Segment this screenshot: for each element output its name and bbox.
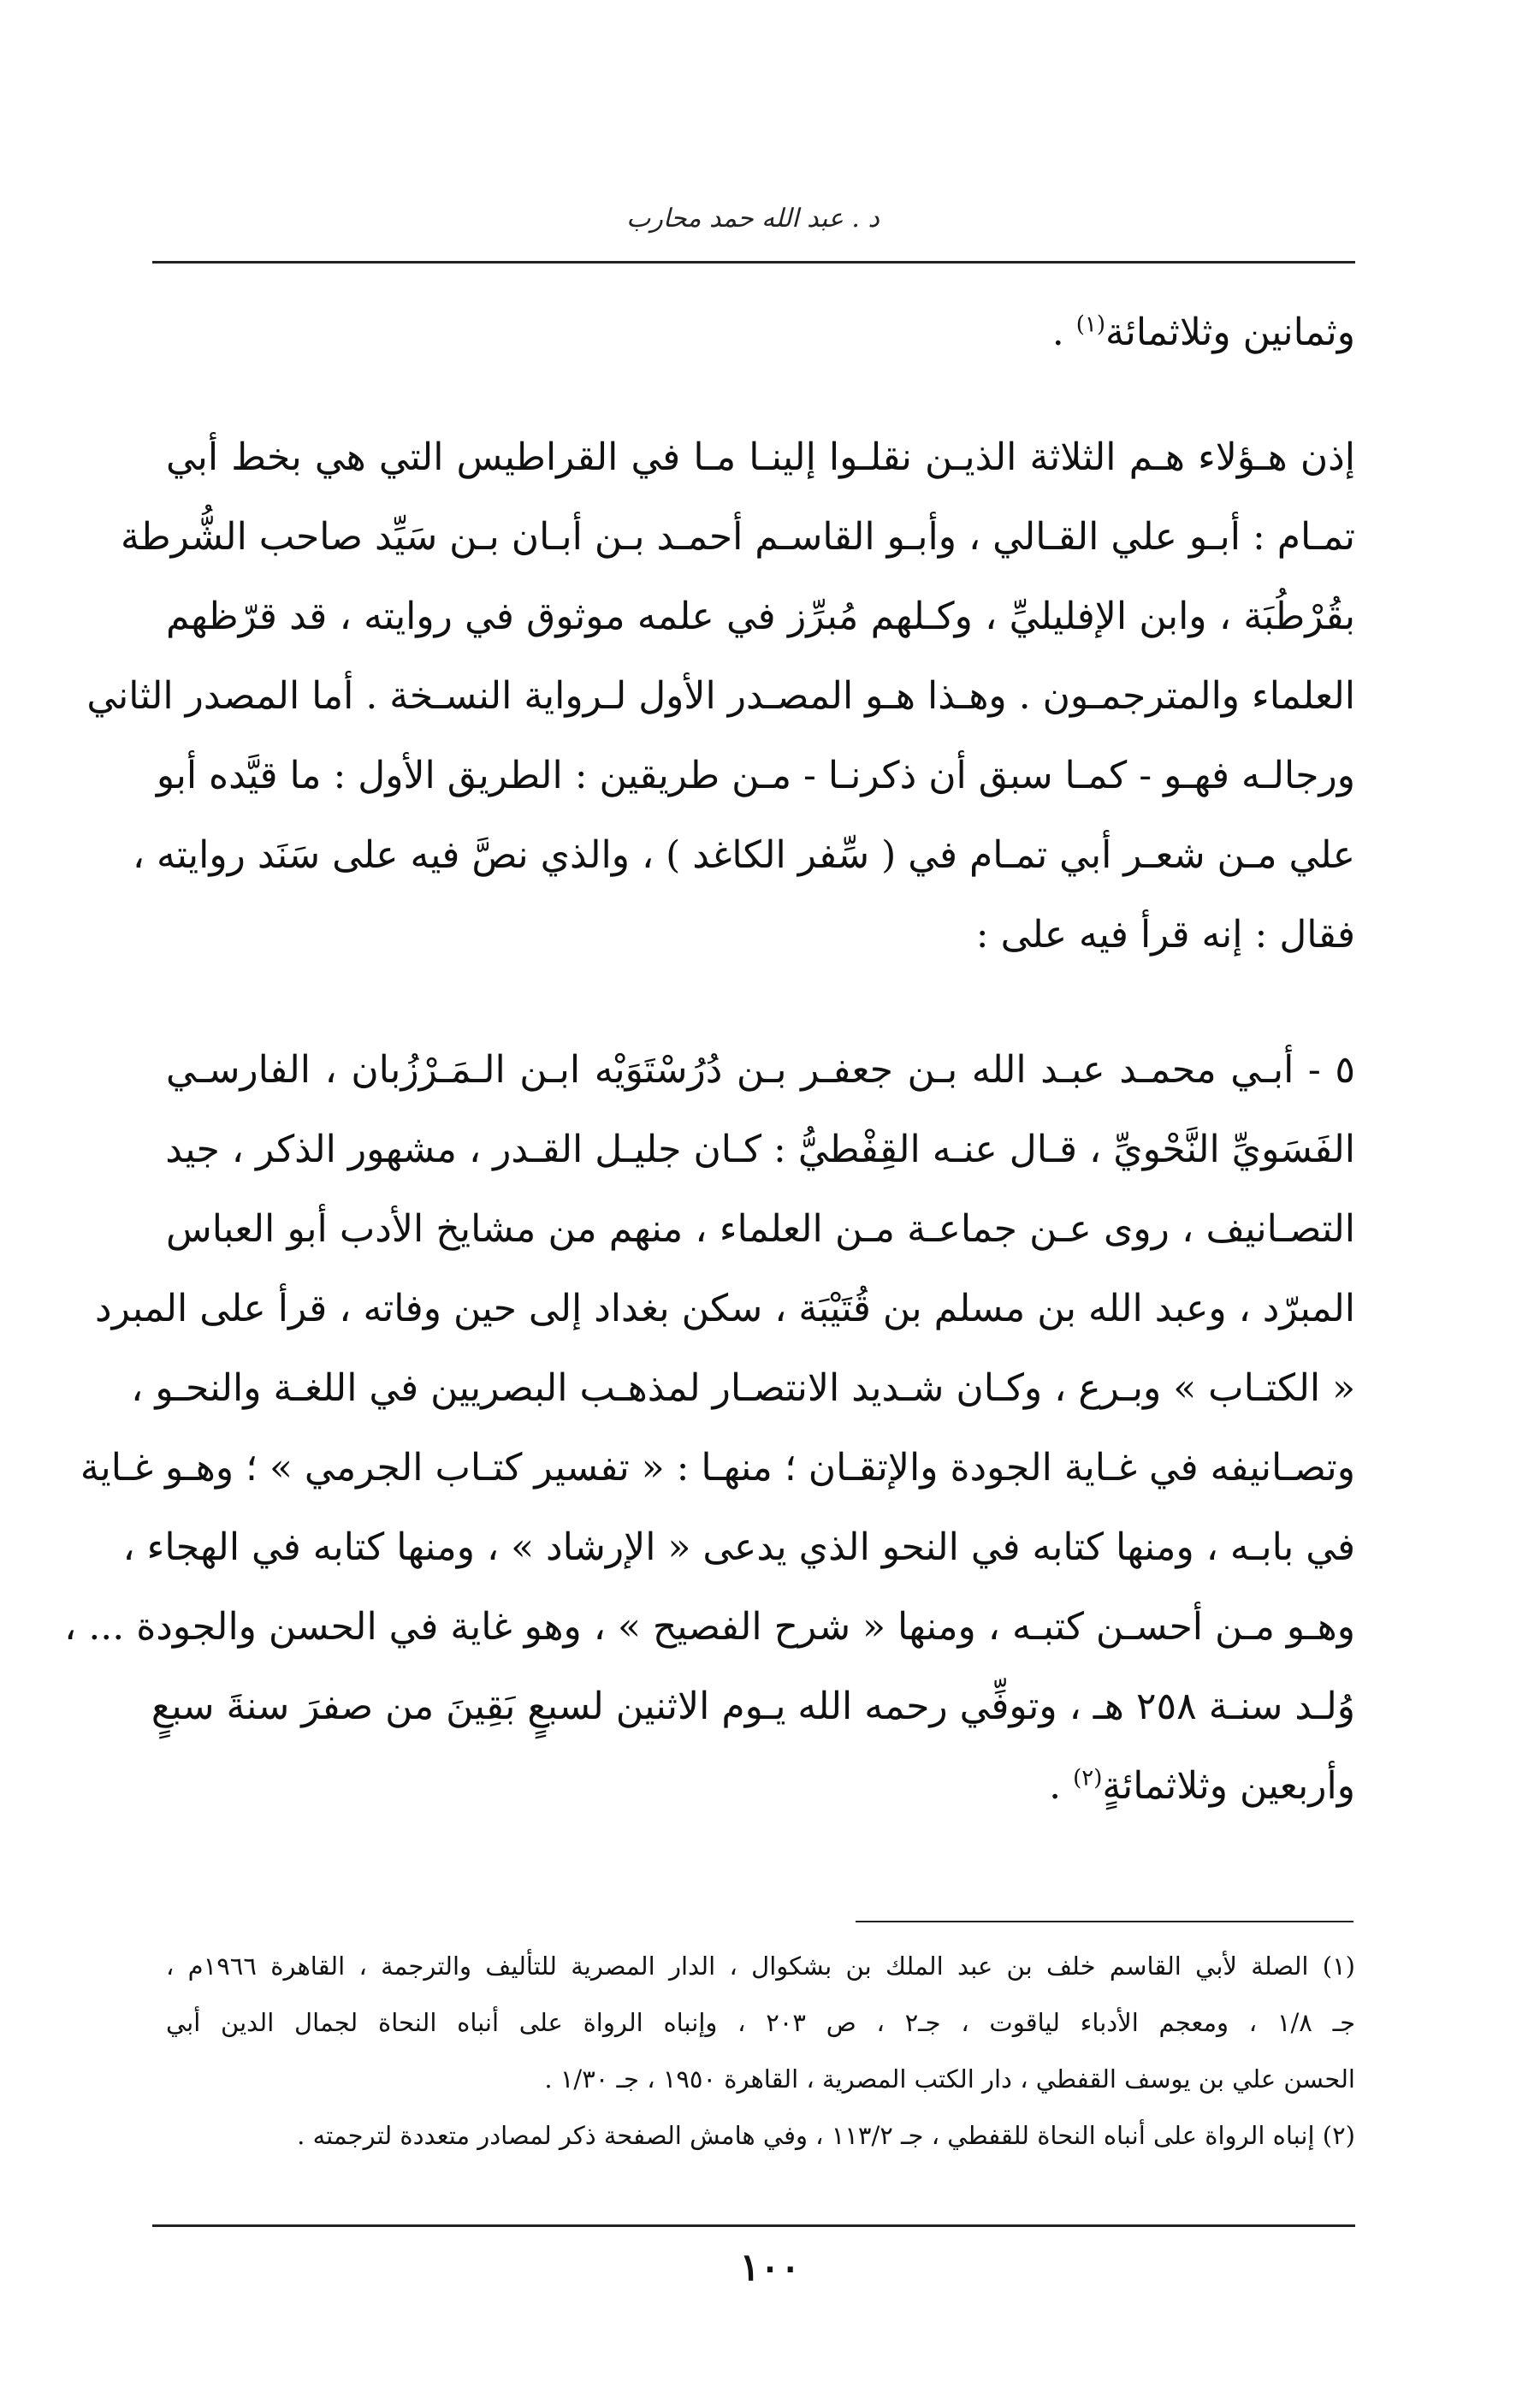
paragraph-2-line-3: بقُرْطُبَة ، وابن الإفليليِّ ، وكـلهم مُبرِّز في علمه موثوق في روايته ، قد قرّظهم: [166, 595, 1355, 638]
paragraph-3-line-2: الفَسَويِّ النَّحْويِّ ، قـال عنـه القِفْطيُّ : كـان جليـل القـدر ، مشهور الذكر ، جيد: [165, 1128, 1355, 1171]
paragraph-1-end: .: [1051, 311, 1076, 354]
paragraph-3-end: .: [1049, 1764, 1074, 1808]
footnote-ref-2: (٢): [1073, 1765, 1103, 1792]
paragraph-2: [86, 418, 1355, 974]
paragraph-3-line-6: وتصـانيفه في غـاية الجودة والإتقـان ؛ منهـا : « تفسير كتـاب الجرمي » ؛ وهـو غـاية: [80, 1446, 1355, 1490]
paragraph-3-line-1: ٥ - أبـي محمـد عبـد الله بـن جعفـر بـن دُرُسْتَوَيْه ابـن الـمَـرْزُبان ، الفارسـي: [166, 1048, 1355, 1092]
paragraph-1-text: وثمانين وثلاثمائة: [1105, 311, 1355, 354]
header-rule: [152, 261, 1355, 264]
footnote-1-line-1: (١) الصلة لأبي القاسم خلف بن عبد الملك بن بشكوال ، الدار المصرية للتأليف والترجمة ، القاهرة ١٩٦٦م ،: [166, 1952, 1355, 1981]
footer-rule: [152, 2224, 1355, 2227]
paragraph-3-line-8: وهـو مـن أحسـن كتبـه ، ومنها « شرح الفصيح » ، وهو غاية في الحسن والجودة ... ،: [64, 1605, 1355, 1649]
footnote-separator: [856, 1921, 1353, 1922]
running-title: د . عبد الله حمد محارب: [626, 204, 880, 234]
paragraph-3-line-10: [166, 1746, 1355, 1826]
paragraph-2-line-6: علي مـن شعـر أبي تمـام في ( سِّفر الكاغد ) ، والذي نصَّ فيه على سَنَد روايته ،: [132, 833, 1355, 877]
footnote-2: (٢) إنباه الرواة على أنباه النحاة للقفطي ، جـ ١١٣/٢ ، وفي هامش الصفحة ذكر لمصادر متعددة لترجمته .: [297, 2121, 1355, 2150]
paragraph-2-line-1: إذن هـؤلاء هـم الثلاثة الذيـن نقلـوا إلينـا مـا في القراطيس التي هي بخط أبي: [166, 435, 1355, 479]
footnotes: [166, 1938, 1355, 2164]
paragraph-2-line-7: فقال : إنه قرأ فيه على :: [975, 913, 1355, 957]
page-number: ١٠٠: [739, 2246, 801, 2289]
paragraph-3-line-7: في بابـه ، ومنها كتابه في النحو الذي يدعى « الإرشاد » ، ومنها كتابه في الهجاء ،: [122, 1525, 1355, 1569]
paragraph-3: [64, 1030, 1355, 1826]
paragraph-1-line: [166, 293, 1355, 372]
footnote-ref-1: (١): [1075, 311, 1105, 338]
footnote-1-line-3: الحسن علي بن يوسف القفطي ، دار الكتب المصرية ، القاهرة ١٩٥٠ ، جـ ١/٣٠ .: [544, 2064, 1355, 2094]
paragraph-1: [166, 293, 1355, 372]
paragraph-3-line-4: المبرّد ، وعبد الله بن مسلم بن قُتَيْبَة ، سكن بغداد إلى حين وفاته ، قرأ على المبرد: [95, 1287, 1355, 1330]
paragraph-2-line-4: العلماء والمترجمـون . وهـذا هـو المصـدر الأول لـرواية النسـخة . أما المصدر الثاني: [86, 674, 1355, 718]
paragraph-3-line-9: وُلـد سنـة ٢٥٨ هـ ، وتوفِّي رحمه الله يـوم الاثنين لسبعٍ بَقِينَ من صفرَ سنةَ سبعٍ: [151, 1685, 1355, 1728]
footnote-1-line-2: جـ ١/٨ ، ومعجم الأدباء لياقوت ، جـ٢ ، ص ٢٠٣ ، وإنباه الرواة على أنباه النحاة لجمال الدين أبي: [166, 2008, 1356, 2037]
paragraph-3-line-3: التصـانيف ، روى عـن جماعـة مـن العلماء ، منهم من مشايخ الأدب أبو العباس: [166, 1207, 1355, 1251]
paragraph-2-line-5: ورجالـه فهـو - كمـا سبق أن ذكرنـا - مـن طريقين : الطريق الأول : ما قيَّده أبو: [156, 754, 1355, 797]
paragraph-2-line-2: تمـام : أبـو علي القـالي ، وأبـو القاسـم أحمـد بـن أبـان بـن سَيِّد صاحب الشُّرطة: [121, 515, 1355, 559]
paragraph-3-last-text: وأربعين وثلاثمائةٍ: [1102, 1764, 1355, 1808]
paragraph-3-line-5: « الكتـاب » وبـرع ، وكـان شـديد الانتصـار لمذهـب البصريين في اللغـة والنحـو ،: [131, 1366, 1355, 1410]
